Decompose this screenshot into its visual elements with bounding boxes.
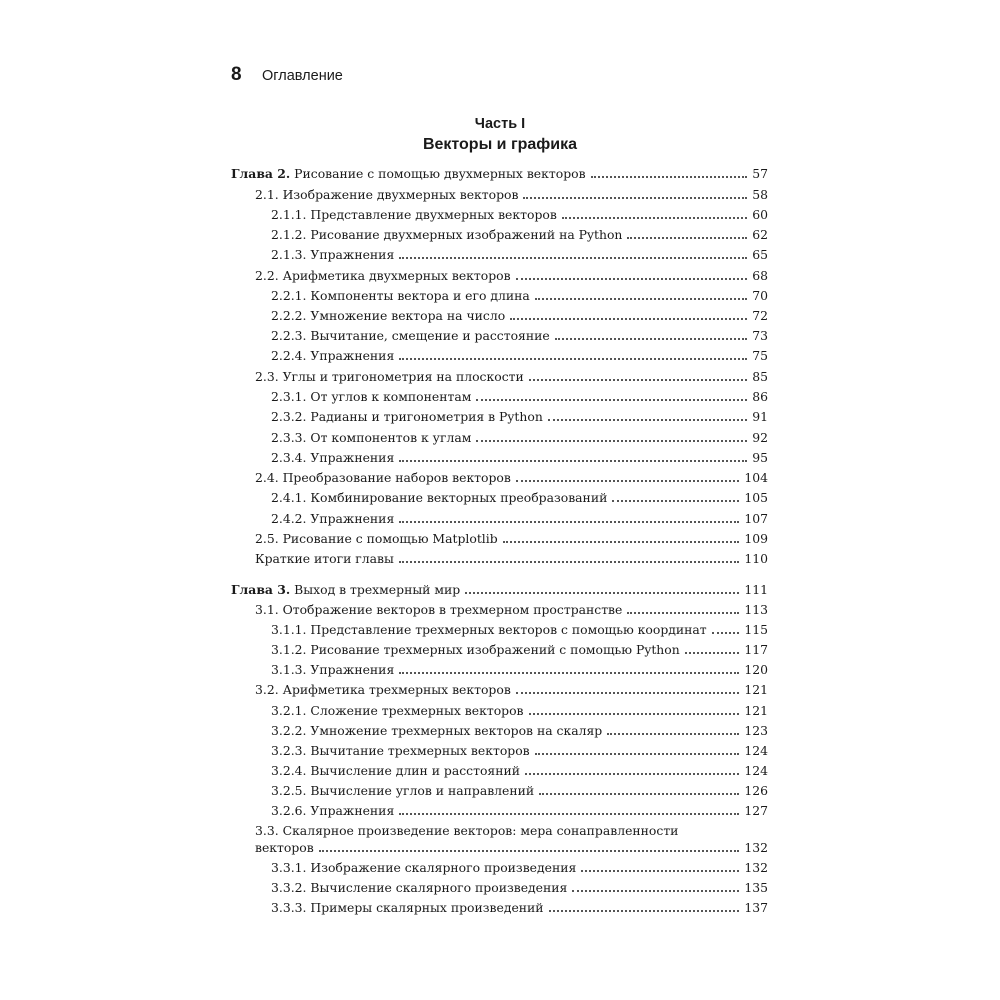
- toc-page-number: 68: [752, 268, 768, 283]
- toc-entry-2-4[interactable]: [231, 469, 768, 487]
- toc-entry-title: 3.1.3. Упражнения: [271, 662, 395, 677]
- dot-leader: [581, 870, 739, 872]
- toc-entry-title: Краткие итоги главы: [255, 551, 394, 566]
- toc-page-number: 132: [744, 860, 768, 875]
- toc-page-number: 121: [744, 703, 768, 718]
- dot-leader: [465, 592, 739, 594]
- toc-entry-title-continuation: векторов: [255, 840, 314, 855]
- toc-page-number: 73: [752, 328, 768, 343]
- toc-entry-summary-2[interactable]: [231, 550, 768, 568]
- dot-leader: [712, 632, 740, 634]
- toc-entry-2-2-1[interactable]: [231, 287, 768, 305]
- toc-entry-3-2-6[interactable]: [231, 802, 768, 820]
- toc-page-number: 111: [744, 582, 768, 597]
- toc-entry-title: Рисование с помощью двухмерных векторов: [290, 166, 586, 181]
- toc-entry-3-1-1[interactable]: [231, 621, 768, 639]
- dot-leader: [562, 217, 747, 219]
- part-label: Часть I: [474, 116, 526, 132]
- dot-leader: [399, 521, 739, 523]
- dot-leader: [612, 500, 739, 502]
- toc-entry-title: 2.3.1. От углов к компонентам: [271, 389, 472, 404]
- toc-entry-2-3-4[interactable]: [231, 449, 768, 467]
- toc-page-number: 121: [744, 682, 768, 697]
- toc-entry-title: 3.3.1. Изображение скалярного произведения: [271, 860, 577, 875]
- toc-page-number: 120: [744, 662, 768, 677]
- toc-entry-title: 2.4. Преобразование наборов векторов: [255, 470, 511, 485]
- toc-entry-title: 2.5. Рисование с помощью Matplotlib: [255, 531, 498, 546]
- toc-entry-3-3[interactable]: [231, 839, 768, 857]
- toc-entry-3-2-1[interactable]: [231, 702, 768, 720]
- toc-page-number: 115: [744, 622, 768, 637]
- toc-page-number: 126: [744, 783, 768, 798]
- dot-leader: [607, 733, 739, 735]
- toc-entry-title: 3.2. Арифметика трехмерных векторов: [255, 682, 511, 697]
- dot-leader: [555, 338, 748, 340]
- dot-leader: [627, 612, 739, 614]
- dot-leader: [529, 713, 740, 715]
- dot-leader: [539, 793, 739, 795]
- dot-leader: [516, 692, 740, 694]
- dot-leader: [476, 440, 747, 442]
- toc-page-number: 113: [744, 602, 768, 617]
- toc-page-number: 57: [752, 166, 768, 181]
- toc-page-number: 137: [744, 900, 768, 915]
- toc-entry-2-3-1[interactable]: [231, 388, 768, 406]
- toc-entry-3-1[interactable]: [231, 601, 768, 619]
- toc-entry-3-2-3[interactable]: [231, 742, 768, 760]
- toc-page-number: 95: [752, 450, 768, 465]
- toc-entry-title: 2.2.2. Умножение вектора на число: [271, 308, 506, 323]
- dot-leader: [476, 399, 747, 401]
- toc-entry-2-3-3[interactable]: [231, 429, 768, 447]
- toc-entry-3-3-3[interactable]: [231, 899, 768, 917]
- toc-entry-2-1-1[interactable]: [231, 206, 768, 224]
- toc-entry-3-3-title-line1[interactable]: 3.3. Скалярное произведение векторов: мера сонаправленности: [255, 823, 679, 838]
- dot-leader: [399, 460, 747, 462]
- chapter-prefix: Глава 3.: [231, 582, 291, 597]
- dot-leader: [525, 773, 739, 775]
- dot-leader: [399, 813, 739, 815]
- toc-page-number: 105: [744, 490, 768, 505]
- toc-entry-title: 2.1.3. Упражнения: [271, 247, 395, 262]
- dot-leader: [399, 257, 747, 259]
- toc-page-number: 75: [752, 348, 768, 363]
- toc-entry-title: 3.3.3. Примеры скалярных произведений: [271, 900, 544, 915]
- dot-leader: [399, 561, 739, 563]
- dot-leader: [516, 480, 739, 482]
- toc-page-number: 85: [752, 369, 768, 384]
- toc-entry-2-1[interactable]: [231, 186, 768, 204]
- toc-page-number: 62: [752, 227, 768, 242]
- chapter-prefix: Глава 2.: [231, 166, 291, 181]
- toc-entry-title: 2.1. Изображение двухмерных векторов: [255, 187, 519, 202]
- dot-leader: [535, 298, 747, 300]
- toc-entry-title: 2.4.2. Упражнения: [271, 511, 395, 526]
- dot-leader: [399, 672, 739, 674]
- toc-entry-2-2-4[interactable]: [231, 347, 768, 365]
- part-title: Векторы и графика: [422, 136, 578, 153]
- toc-page-number: 91: [752, 409, 768, 424]
- toc-entry-chapter-3[interactable]: [231, 581, 768, 599]
- toc-entry-2-3-2[interactable]: [231, 408, 768, 426]
- toc-entry-2-2-2[interactable]: [231, 307, 768, 325]
- dot-leader: [591, 176, 748, 178]
- dot-leader: [523, 197, 747, 199]
- toc-entry-2-5[interactable]: [231, 530, 768, 548]
- toc-entry-3-2[interactable]: [231, 681, 768, 699]
- toc-page-number: 127: [744, 803, 768, 818]
- toc-entry-3-3-2[interactable]: [231, 879, 768, 897]
- toc-page-number: 110: [744, 551, 768, 566]
- dot-leader: [572, 890, 739, 892]
- toc-page-number: 117: [744, 642, 768, 657]
- toc-entry-title: 2.2.1. Компоненты вектора и его длина: [271, 288, 530, 303]
- toc-page-number: 109: [744, 531, 768, 546]
- dot-leader: [685, 652, 740, 654]
- dot-leader: [516, 278, 748, 280]
- dot-leader: [627, 237, 747, 239]
- toc-entry-3-2-5[interactable]: [231, 782, 768, 800]
- toc-page-number: 72: [752, 308, 768, 323]
- toc-entry-2-2-3[interactable]: [231, 327, 768, 345]
- dot-leader: [535, 753, 740, 755]
- toc-entry-title: 3.2.5. Вычисление углов и направлений: [271, 783, 535, 798]
- toc-page-number: 132: [744, 840, 768, 855]
- toc-entry-title: 2.4.1. Комбинирование векторных преобразований: [271, 490, 608, 505]
- toc-entry-title: 3.1.1. Представление трехмерных векторов с помощью координат: [271, 622, 707, 637]
- toc-entry-2-4-2[interactable]: [231, 510, 768, 528]
- toc-entry-2-3[interactable]: [231, 368, 768, 386]
- toc-entry-title: 3.3.2. Вычисление скалярного произведения: [271, 880, 568, 895]
- running-title: Оглавление: [262, 68, 343, 84]
- toc-entry-title: 2.3.4. Упражнения: [271, 450, 395, 465]
- toc-page-number: 70: [752, 288, 768, 303]
- toc-entry-title: 2.3.3. От компонентов к углам: [271, 430, 472, 445]
- toc-entry-3-1-3[interactable]: [231, 661, 768, 679]
- toc-page-number: 58: [752, 187, 768, 202]
- page-header: [231, 64, 343, 86]
- toc-page-number: 92: [752, 430, 768, 445]
- toc-page-number: 123: [744, 723, 768, 738]
- part-heading: [231, 114, 769, 156]
- toc-page-number: 124: [744, 743, 768, 758]
- dot-leader: [529, 379, 747, 381]
- toc-page-number: 135: [744, 880, 768, 895]
- toc-entry-title: 3.2.2. Умножение трехмерных векторов на скаляр: [271, 723, 603, 738]
- toc-entry-2-1-2[interactable]: [231, 226, 768, 244]
- toc-page-number: 86: [752, 389, 768, 404]
- toc-entry-title: 3.2.4. Вычисление длин и расстояний: [271, 763, 521, 778]
- toc-entry-title: 3.2.6. Упражнения: [271, 803, 395, 818]
- toc-entry-2-1-3[interactable]: [231, 246, 768, 264]
- toc-page-number: 65: [752, 247, 768, 262]
- toc-entry-title: 3.1. Отображение векторов в трехмерном пространстве: [255, 602, 623, 617]
- toc-entry-3-2-2[interactable]: [231, 722, 768, 740]
- toc-entry-title: 2.3.2. Радианы и тригонометрия в Python: [271, 409, 543, 424]
- toc-entry-title: 3.2.3. Вычитание трехмерных векторов: [271, 743, 530, 758]
- toc-entry-2-4-1[interactable]: [231, 489, 768, 507]
- toc-entry-3-3-1[interactable]: [231, 859, 768, 877]
- toc-entry-title: 2.1.1. Представление двухмерных векторов: [271, 207, 557, 222]
- toc-entry-title: 3.1.2. Рисование трехмерных изображений с помощью Python: [271, 642, 680, 657]
- toc-entry-title: 2.2.4. Упражнения: [271, 348, 395, 363]
- dot-leader: [319, 850, 740, 852]
- page-number: 8: [231, 64, 242, 85]
- toc-entry-title: 2.2.3. Вычитание, смещение и расстояние: [271, 328, 550, 343]
- toc-entry-3-2-4[interactable]: [231, 762, 768, 780]
- toc-page-number: 124: [744, 763, 768, 778]
- toc-entry-title: 2.1.2. Рисование двухмерных изображений на Python: [271, 227, 623, 242]
- toc-entry-title: 2.2. Арифметика двухмерных векторов: [255, 268, 511, 283]
- toc-entry-title: 3.2.1. Сложение трехмерных векторов: [271, 703, 524, 718]
- toc-entry-3-1-2[interactable]: [231, 641, 768, 659]
- toc-entry-2-2[interactable]: [231, 267, 768, 285]
- toc-page-number: 107: [744, 511, 768, 526]
- dot-leader: [510, 318, 747, 320]
- toc-entry-title: Выход в трехмерный мир: [290, 582, 461, 597]
- toc-page-number: 104: [744, 470, 768, 485]
- toc-entry-title: 2.3. Углы и тригонометрия на плоскости: [255, 369, 524, 384]
- toc-entry-chapter-2[interactable]: [231, 165, 768, 183]
- dot-leader: [549, 910, 740, 912]
- toc-page-number: 60: [752, 207, 768, 222]
- dot-leader: [503, 541, 740, 543]
- dot-leader: [399, 358, 747, 360]
- dot-leader: [548, 419, 747, 421]
